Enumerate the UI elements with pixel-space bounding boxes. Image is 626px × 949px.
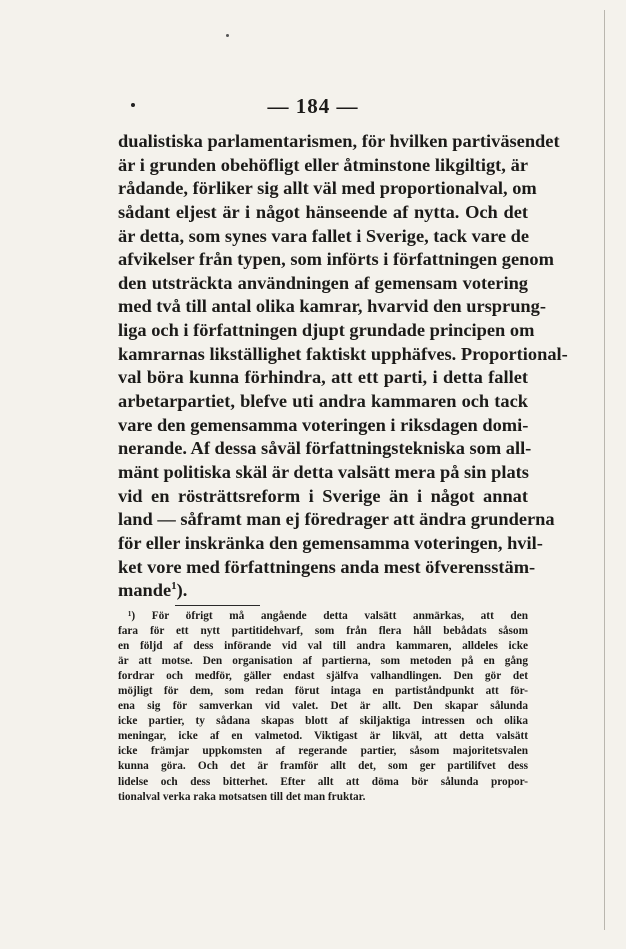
footnote-line: meningar, icke af en valmetod. Viktigast är likväl, att detta valsätt xyxy=(118,730,528,743)
page-number: — 184 — xyxy=(267,94,359,118)
footnote-line: tionalval verka raka motsatsen till det man fruktar. xyxy=(118,790,366,803)
body-line: kamrarnas likställighet faktiskt upphäfves. Proportional- xyxy=(118,343,568,364)
footnote-line: en följd af dess införande vid val till andra kammaren, alldeles icke xyxy=(118,640,528,653)
body-line: är detta, som synes vara fallet i Sverige, tack vare de xyxy=(118,225,529,246)
footnote-line: ena sig för samverkan vid valet. Det är allt. Den skapar sålunda xyxy=(118,700,528,713)
footnote-reference: 1 xyxy=(171,580,177,593)
page-edge-line xyxy=(604,10,605,930)
body-line: nerande. Af dessa såväl författningstekniska som all- xyxy=(118,438,532,459)
body-line: arbetarpartiet, blefve uti andra kammaren och tack xyxy=(118,391,528,412)
body-line: vare den gemensamma voteringen i riksdagen domi- xyxy=(118,414,529,435)
body-line-end: ). xyxy=(176,580,188,601)
footnote-line: icke främjar uppkomsten af regerande partier, såsom majoritetsvalen xyxy=(118,745,528,758)
body-line: är i grunden obehöfligt eller åtminstone likgiltigt, är xyxy=(118,154,528,175)
body-line: mande xyxy=(118,580,172,601)
body-text xyxy=(118,130,568,603)
footnote-line: fara för ett nytt partitidehvarf, som från flera håll bebådats såsom xyxy=(118,625,528,638)
body-last-line xyxy=(118,579,528,603)
footnote-line: fordrar och medför, gäller endast själfva valhandlingen. Den gör det xyxy=(118,670,528,683)
footnote-line: icke partier, ty sådana skapas blott af skiljaktiga intressen och olika xyxy=(118,715,528,728)
footnote-line: möjligt för dem, som redan förut intaga en partiståndpunkt att för- xyxy=(118,685,528,698)
body-line: mänt politiska skäl är detta valsätt mera på sin plats xyxy=(118,461,529,482)
body-line: den utsträckta användningen af gemensam votering xyxy=(118,272,528,293)
body-line: val böra kunna förhindra, att ett parti, i detta fallet xyxy=(118,367,528,388)
footnote xyxy=(118,609,528,805)
footnote-line: ¹) För öfrigt må angående detta valsätt anmärkas, att den xyxy=(128,610,528,622)
footnote-line: lidelse och dess bitterhet. Efter allt att döma bör sålunda propor- xyxy=(118,775,528,788)
body-line: för eller inskränka den gemensamma voteringen, hvil- xyxy=(118,532,543,553)
footnote-separator xyxy=(175,605,260,606)
body-line: afvikelser från typen, som införts i författningen genom xyxy=(118,249,554,270)
body-line: sådant eljest är i något hänseende af nytta. Och det xyxy=(118,201,528,222)
body-line: ket vore med författningens anda mest öfverensstäm- xyxy=(118,556,536,577)
body-line: rådande, förliker sig allt väl med proportionalval, om xyxy=(118,178,537,199)
body-line: dualistiska parlamentarismen, för hvilken partiväsendet xyxy=(118,131,560,151)
body-line: vid en rösträttsreform i Sverige än i något annat xyxy=(118,485,528,506)
speck-mark xyxy=(226,34,229,37)
body-line: med två till antal olika kamrar, hvarvid den ursprung- xyxy=(118,296,546,317)
body-line: liga och i författningen djupt grundade principen om xyxy=(118,320,535,341)
footnote-line: kunna göra. Och det är framför allt det, som ger partilifvet dess xyxy=(118,760,528,773)
footnote-line: är att motse. Den organisation af partierna, som metoden på en gång xyxy=(118,655,528,668)
body-line: land — såframt man ej föredrager att ändra grunderna xyxy=(118,509,555,530)
